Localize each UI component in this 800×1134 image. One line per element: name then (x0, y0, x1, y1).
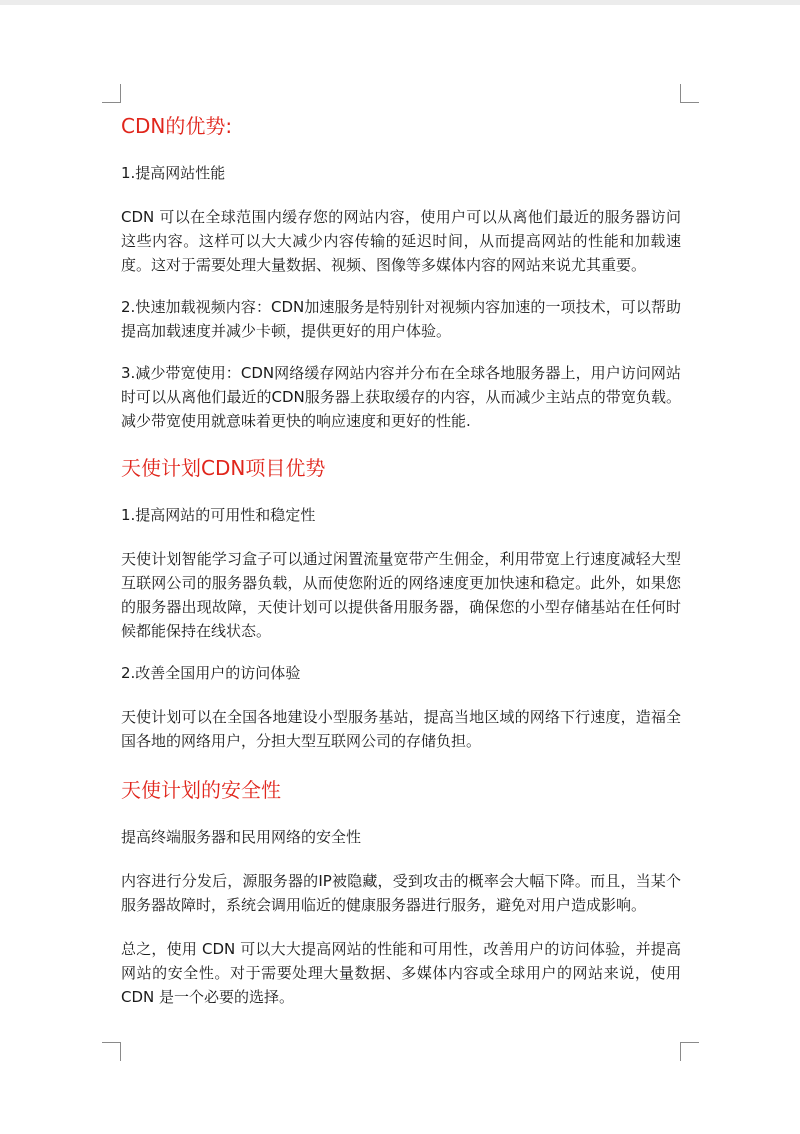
crop-mark-bottom-left (102, 1042, 121, 1061)
section-heading-cdn-advantages: CDN的优势: (121, 114, 233, 138)
paragraph: 3.减少带宽使用：CDN网络缓存网站内容并分布在全球各地服务器上，用户访问网站时可以从离他们最近的CDN服务器上获取缓存的内容，从而减少主站点的带宽负载。减少带宽使用就意味着更快的响应速度和更好的性能. (121, 364, 681, 430)
crop-mark-top-left (102, 84, 121, 103)
crop-mark-top-right (680, 84, 699, 103)
paragraph: 天使计划可以在全国各地建设小型服务基站，提高当地区域的网络下行速度，造福全国各地的网络用户，分担大型互联网公司的存储负担。 (121, 708, 681, 750)
document-body (121, 111, 681, 1009)
paragraph: 2.快速加载视频内容：CDN加速服务是特别针对视频内容加速的一项技术，可以帮助提高加载速度并减少卡顿，提供更好的用户体验。 (121, 298, 681, 340)
paragraph: CDN 可以在全球范围内缓存您的网站内容，使用户可以从离他们最近的服务器访问这些内容。这样可以大大减少内容传输的延迟时间，从而提高网站的性能和加载速度。这对于需要处理大量数据、视频、图像等多媒体内容的网站来说尤其重要。 (121, 208, 681, 274)
point-title: 2.改善全国用户的访问体验 (121, 664, 301, 682)
top-strip (0, 0, 800, 5)
point-title: 1.提高网站的可用性和稳定性 (121, 506, 316, 524)
point-title: 提高终端服务器和民用网络的安全性 (121, 828, 362, 846)
crop-mark-bottom-right (680, 1042, 699, 1061)
section-heading-angel-cdn-advantages: 天使计划CDN项目优势 (121, 456, 326, 480)
conclusion-paragraph: 总之，使用 CDN 可以大大提高网站的性能和可用性，改善用户的访问体验，并提高网站的安全性。对于需要处理大量数据、多媒体内容或全球用户的网站来说，使用 CDN 是一个必要的选择。 (121, 940, 681, 1006)
paragraph: 天使计划智能学习盒子可以通过闲置流量宽带产生佣金，利用带宽上行速度减轻大型互联网公司的服务器负载，从而使您附近的网络速度更加快速和稳定。此外，如果您的服务器出现故障，天使计划可以提供备用服务器，确保您的小型存储基站在任何时候都能保持在线状态。 (121, 550, 681, 640)
paragraph: 内容进行分发后，源服务器的IP被隐藏，受到攻击的概率会大幅下降。而且，当某个服务器故障时，系统会调用临近的健康服务器进行服务，避免对用户造成影响。 (121, 872, 681, 914)
point-title: 1.提高网站性能 (121, 164, 226, 182)
section-heading-security: 天使计划的安全性 (121, 778, 281, 802)
